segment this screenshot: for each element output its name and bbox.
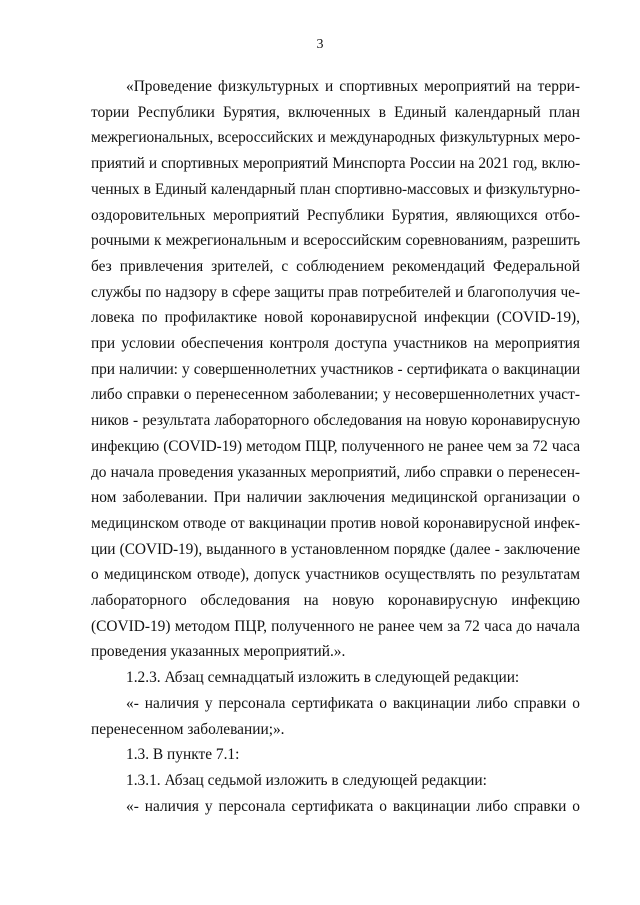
text-line: при наличии: у совершеннолетних участников - сертификата о вакцинации xyxy=(91,360,580,378)
text-line: без привлечения зрителей, с соблюдением рекомендаций Федеральной xyxy=(91,257,580,275)
text-line: при условии обеспечения контроля доступа участников на мероприятия xyxy=(91,335,580,353)
page-number: 3 xyxy=(316,37,324,52)
text-line: оздоровительных мероприятий Республики Бурятия, являющихся отбо- xyxy=(91,206,580,224)
text-line: (COVID-19) методом ПЦР, полученного не ранее чем за 72 часа до начала xyxy=(91,617,580,635)
text-line: до начала проведения указанных мероприятий, либо справки о перенесен- xyxy=(91,463,580,481)
document-body xyxy=(91,74,580,819)
text-line: инфекцию (COVID-19) методом ПЦР, полученного не ранее чем за 72 часа xyxy=(91,437,580,455)
text-line: ников - результата лабораторного обследования на новую коронавирусную xyxy=(91,412,580,430)
text-line: ловека по профилактике новой коронавирусной инфекции (COVID-19), xyxy=(91,309,580,327)
text-line: перенесенном заболевании;». xyxy=(91,720,285,738)
text-line: рочными к межрегиональным и всероссийским соревнованиям, разрешить xyxy=(91,232,580,250)
text-line: межрегиональных, всероссийских и международных физкультурных меро- xyxy=(91,129,580,147)
text-line: ном заболевании. При наличии заключения медицинской организации о xyxy=(91,489,580,507)
text-line: 1.3.1. Абзац седьмой изложить в следующей редакции: xyxy=(126,771,487,789)
text-line: лабораторного обследования на новую коронавирусную инфекцию xyxy=(91,592,580,610)
text-line: медицинском отводе от вакцинации против новой коронавирусной инфек- xyxy=(91,514,580,532)
text-line: «- наличия у персонала сертификата о вакцинации либо справки о xyxy=(126,797,580,815)
text-line: ченных в Единый календарный план спортивно-массовых и физкультурно- xyxy=(91,180,580,198)
text-line: 1.2.3. Абзац семнадцатый изложить в следующей редакции: xyxy=(126,669,520,687)
text-line: приятий и спортивных мероприятий Минспорта России на 2021 год, вклю- xyxy=(91,155,580,173)
text-line: 1.3. В пункте 7.1: xyxy=(126,746,240,764)
text-line: «Проведение физкультурных и спортивных мероприятий на терри- xyxy=(126,78,580,95)
text-line: либо справки о перенесенном заболевании; у несовершеннолетних участ- xyxy=(91,386,580,404)
text-line: службы по надзору в сфере защиты прав потребителей и благополучия че- xyxy=(91,283,580,301)
text-line: тории Республики Бурятия, включенных в Единый календарный план xyxy=(91,103,580,121)
text-line: «- наличия у персонала сертификата о вакцинации либо справки о xyxy=(126,694,580,712)
text-line: проведения указанных мероприятий.». xyxy=(91,643,346,661)
text-line: о медицинском отводе), допуск участников осуществлять по результатам xyxy=(91,566,580,584)
text-line: ции (COVID-19), выданного в установленном порядке (далее - заключение xyxy=(91,540,580,558)
